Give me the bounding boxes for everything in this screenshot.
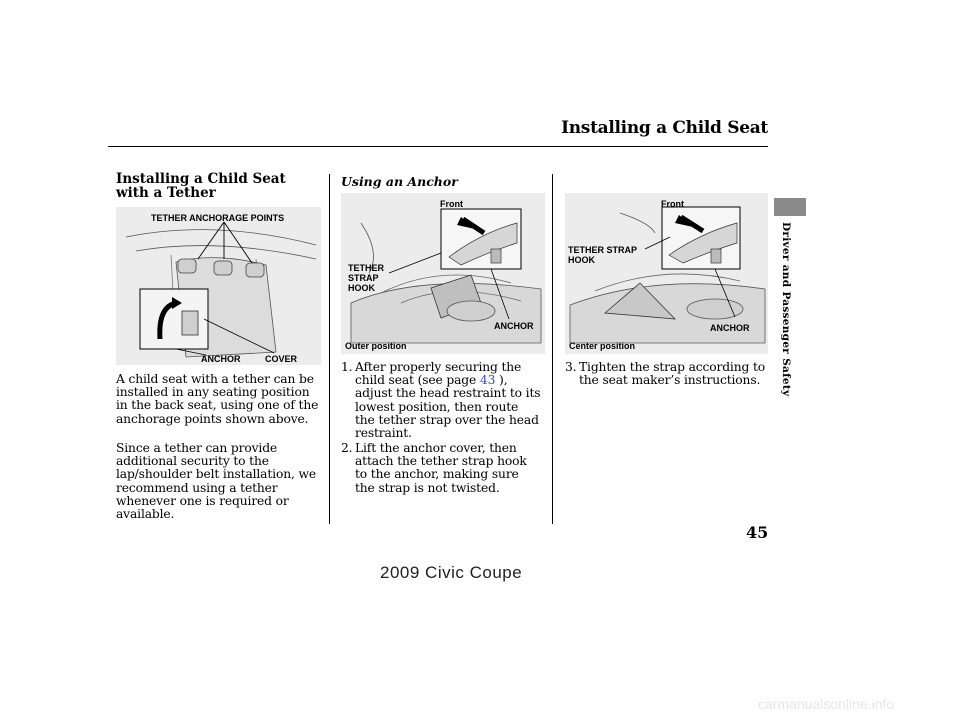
step-1-text-after: ), adjust the head restraint to its lowest position, then route the tether strap over the head restraint. [355,373,541,441]
label-front: Front [440,199,463,209]
caption-outer-position: Outer position [345,341,407,351]
paragraph-tether-positions: A child seat with a tether can be installed in any seating position in the back seat, using one of the anchorage points shown above. [116,372,319,426]
label-tether-strap-hook: TETHER STRAP HOOK [348,263,384,293]
step-2-text: Lift the anchor cover, then attach the tether strap hook to the anchor, making sure the strap is not twisted. [355,441,527,495]
section-tab [774,198,806,216]
page-number: 45 [746,523,769,542]
step-number: 2. [341,441,353,455]
header-rule [108,146,768,147]
label-front: Front [661,199,684,209]
subsection-title: Using an Anchor [341,174,458,189]
label-anchor: ANCHOR [710,323,750,333]
figure-center-position [565,193,768,354]
label-cover: COVER [265,354,298,364]
step-3 [565,361,770,387]
step-1 [341,361,541,440]
step-2 [341,442,541,495]
page-title: Installing a Child Seat [561,118,768,138]
side-section-label: Driver and Passenger Safety [780,222,792,397]
label-tether-strap-hook: TETHER STRAP HOOK [568,245,637,265]
rear-seat-illustration [116,207,321,365]
paragraph-tether-recommendation: Since a tether can provide additional security to the lap/shoulder belt installation, we recommend using a tether whenever one is required or available. [116,441,316,522]
figure-tether-anchorage-points [116,207,321,365]
footer-model: 2009 Civic Coupe [380,563,523,582]
page-link[interactable]: 43 [479,373,496,388]
step-1-text-before: After properly securing the child seat (see page [355,360,522,388]
step-3-text: Tighten the strap according to the seat maker’s instructions. [579,360,765,388]
label-anchor: ANCHOR [494,321,534,331]
column-divider-2 [552,174,553,524]
caption-center-position: Center position [569,341,636,351]
label-tether-anchorage-points: TETHER ANCHORAGE POINTS [151,213,285,223]
step-number: 1. [341,360,353,374]
figure-outer-position [341,193,545,354]
section-title: Installing a Child Seat with a Tether [116,171,286,201]
watermark: carmanualsonline.info [758,696,895,712]
label-anchor: ANCHOR [201,354,241,364]
step-number: 3. [565,360,577,374]
column-divider-1 [329,174,330,524]
